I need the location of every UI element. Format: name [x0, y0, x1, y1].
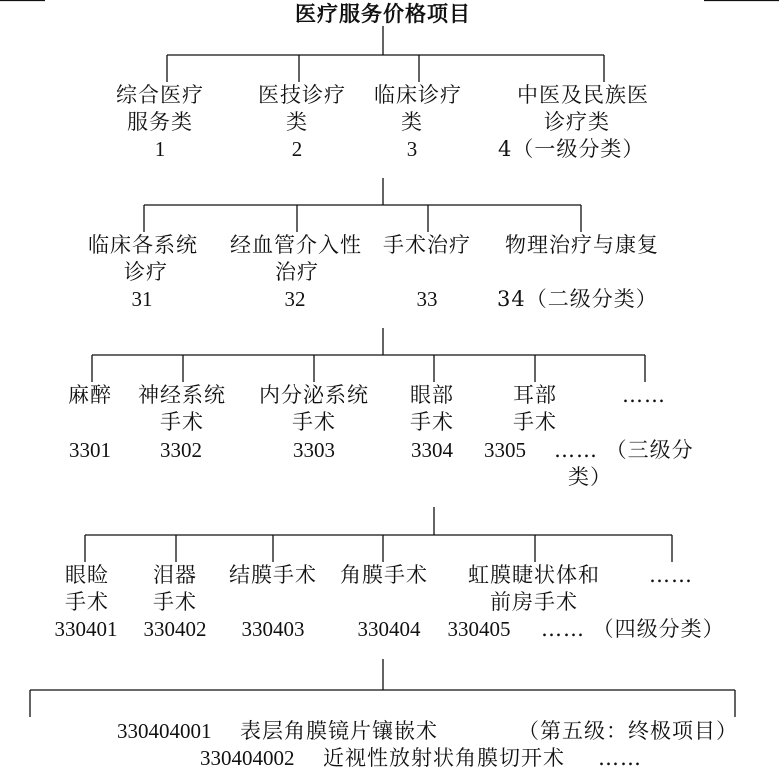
level1-code: 2 [291, 137, 303, 161]
level3-label: 手术 [292, 410, 336, 434]
level3-classification-note: 类） [568, 465, 612, 489]
level1-label: 临床诊疗 [374, 83, 462, 107]
level3-code: 3301 [69, 438, 111, 462]
level4-label: 眼睑 [65, 563, 109, 587]
level3-label: 耳部 [513, 383, 557, 407]
level1-label: 中医及民族医 [517, 83, 649, 107]
level2-label: 治疗 [275, 260, 319, 284]
level4-label: 手术 [153, 590, 197, 614]
level4-classification-note: …… （四级分类） [541, 617, 725, 641]
level1-label: 诊疗类 [544, 110, 610, 134]
level2-label: 临床各系统 [88, 233, 198, 257]
level5-name: 近视性放射状角膜切开术 [323, 746, 565, 770]
level4-label: 泪器 [153, 563, 197, 587]
level5-name: 表层角膜镜片镶嵌术 [240, 719, 438, 743]
level3-label: 神经系统 [138, 383, 226, 407]
level5-code: 330404001 [117, 719, 212, 743]
level3-label: 手术 [513, 410, 557, 434]
level1-code: 1 [154, 137, 166, 161]
level3-label: 手术 [160, 410, 204, 434]
level5-classification-note: （第五级：终极项目） [518, 719, 738, 743]
level1-code: 3 [406, 137, 418, 161]
level3-code: 3302 [160, 438, 202, 462]
level4-code: 330405 [447, 617, 511, 641]
level2-label: 物理治疗与康复 [505, 233, 659, 257]
level4-code: 330401 [54, 617, 118, 641]
level4-code: 330403 [241, 617, 305, 641]
level2-label: 手术治疗 [383, 233, 471, 257]
level4-label: 虹膜睫状体和 [468, 563, 600, 587]
level3-code: 3304 [411, 438, 453, 462]
level3-ellipsis: …… [622, 383, 666, 407]
level2-code: 33 [416, 287, 438, 311]
level3-label: 内分泌系统 [259, 383, 369, 407]
level3-code: 3303 [293, 438, 335, 462]
level1-code: 4（一级分类） [498, 137, 645, 161]
level2-label: 诊疗 [124, 260, 168, 284]
level2-code: 34（二级分类） [497, 287, 658, 311]
level1-label: 医技诊疗 [258, 83, 346, 107]
level4-label: 手术 [65, 590, 109, 614]
level1-label: 服务类 [127, 110, 193, 134]
level2-code: 31 [131, 287, 153, 311]
level3-classification-note: …… （三级分 [554, 438, 694, 462]
level1-label: 类 [286, 110, 308, 134]
level1-label: 类 [401, 110, 423, 134]
level3-label: 手术 [410, 410, 454, 434]
level3-code: 3305 [484, 438, 526, 462]
level5-code: 330404002 [200, 746, 295, 770]
level4-ellipsis: …… [649, 563, 693, 587]
level4-code: 330404 [357, 617, 421, 641]
level1-label: 综合医疗 [116, 83, 204, 107]
level3-label: 麻醉 [68, 383, 112, 407]
level4-label: 前房手术 [490, 590, 578, 614]
level2-label: 经血管介入性 [230, 233, 362, 257]
page-title: 医疗服务价格项目 [295, 1, 471, 26]
level4-label: 角膜手术 [340, 563, 428, 587]
level4-label: 结膜手术 [229, 563, 317, 587]
level5-ellipsis: …… [598, 746, 642, 770]
level2-code: 32 [284, 287, 306, 311]
level4-code: 330402 [143, 617, 207, 641]
level3-label: 眼部 [410, 383, 454, 407]
